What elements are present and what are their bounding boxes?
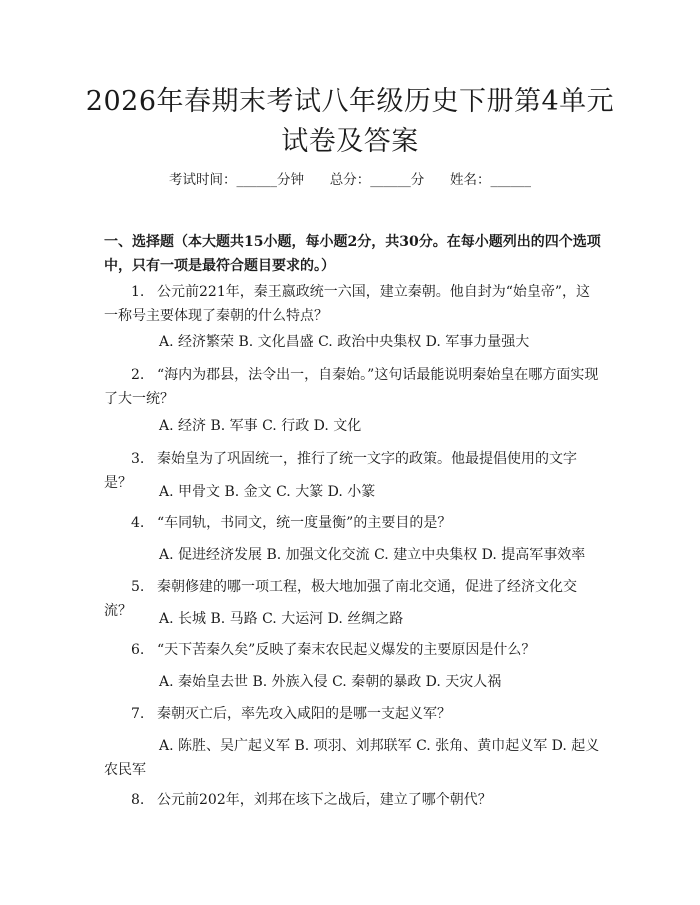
question-1: [104, 280, 602, 328]
question-number: 1.: [131, 284, 145, 300]
question-number: 6.: [131, 642, 145, 658]
question-text: 秦朝修建的哪一项工程，极大地加强了南北交通，促进了经济文化交流？: [104, 579, 577, 619]
question-text: “天下苦秦久矣”反映了秦末农民起义爆发的主要原因是什么？: [157, 642, 536, 658]
question-3-options: A. 甲骨文 B. 金文 C. 大篆 D. 小篆: [159, 484, 376, 500]
question-2: [104, 363, 602, 411]
question-text: “车同轨，书同文，统一度量衡”的主要目的是？: [157, 515, 452, 531]
question-4-options: A. 促进经济发展 B. 加强文化交流 C. 建立中央集权 D. 提高军事效率: [159, 547, 586, 563]
question-7: [104, 702, 602, 726]
question-text: 公元前202年，刘邦在垓下之战后，建立了哪个朝代？: [157, 792, 492, 808]
question-8: [104, 788, 602, 812]
question-number: 7.: [131, 706, 145, 722]
question-text: 秦朝灭亡后，率先攻入咸阳的是哪一支起义军？: [157, 706, 451, 722]
exam-title: [60, 82, 640, 162]
question-number: 8.: [131, 792, 145, 808]
question-text: 公元前221年，秦王嬴政统一六国，建立秦朝。他自封为“始皇帝”，这一称号主要体现了秦朝的什么特点？: [104, 284, 591, 324]
question-number: 3.: [131, 451, 145, 467]
exam-title-line-2: 试卷及答案: [281, 126, 419, 157]
question-5-options: A. 长城 B. 马路 C. 大运河 D. 丝绸之路: [159, 611, 404, 627]
question-7-options: A. 陈胜、吴广起义军 B. 项羽、刘邦联军 C. 张角、黄巾起义军 D. 起义农民军: [104, 738, 600, 778]
question-4: [104, 511, 602, 535]
question-1-options: A. 经济繁荣 B. 文化昌盛 C. 政治中央集权 D. 军事力量强大: [159, 334, 530, 350]
exam-title-line-1: 2026年春期末考试八年级历史下册第4单元: [85, 86, 615, 117]
question-text: 秦始皇为了巩固统一，推行了统一文字的政策。他最提倡使用的文字是？: [104, 451, 577, 491]
question-2-options: A. 经济 B. 军事 C. 行政 D. 文化: [159, 418, 362, 434]
question-6: [104, 638, 602, 662]
question-number: 5.: [131, 579, 145, 595]
question-number: 4.: [131, 515, 145, 531]
exam-info-row: 考试时间：______分钟 总分：______分 姓名：______: [169, 172, 531, 188]
question-6-options: A. 秦始皇去世 B. 外族入侵 C. 秦朝的暴政 D. 天灾人祸: [159, 674, 502, 690]
question-number: 2.: [131, 367, 145, 383]
question-text: “海内为郡县，法令出一，自秦始。”这句话最能说明秦始皇在哪方面实现了大一统？: [104, 367, 599, 407]
section-heading-multiple-choice: 一、选择题（本大题共15小题，每小题2分，共30分。在每小题列出的四个选项中，只有一项是最符合题目要求的。）: [104, 234, 601, 274]
